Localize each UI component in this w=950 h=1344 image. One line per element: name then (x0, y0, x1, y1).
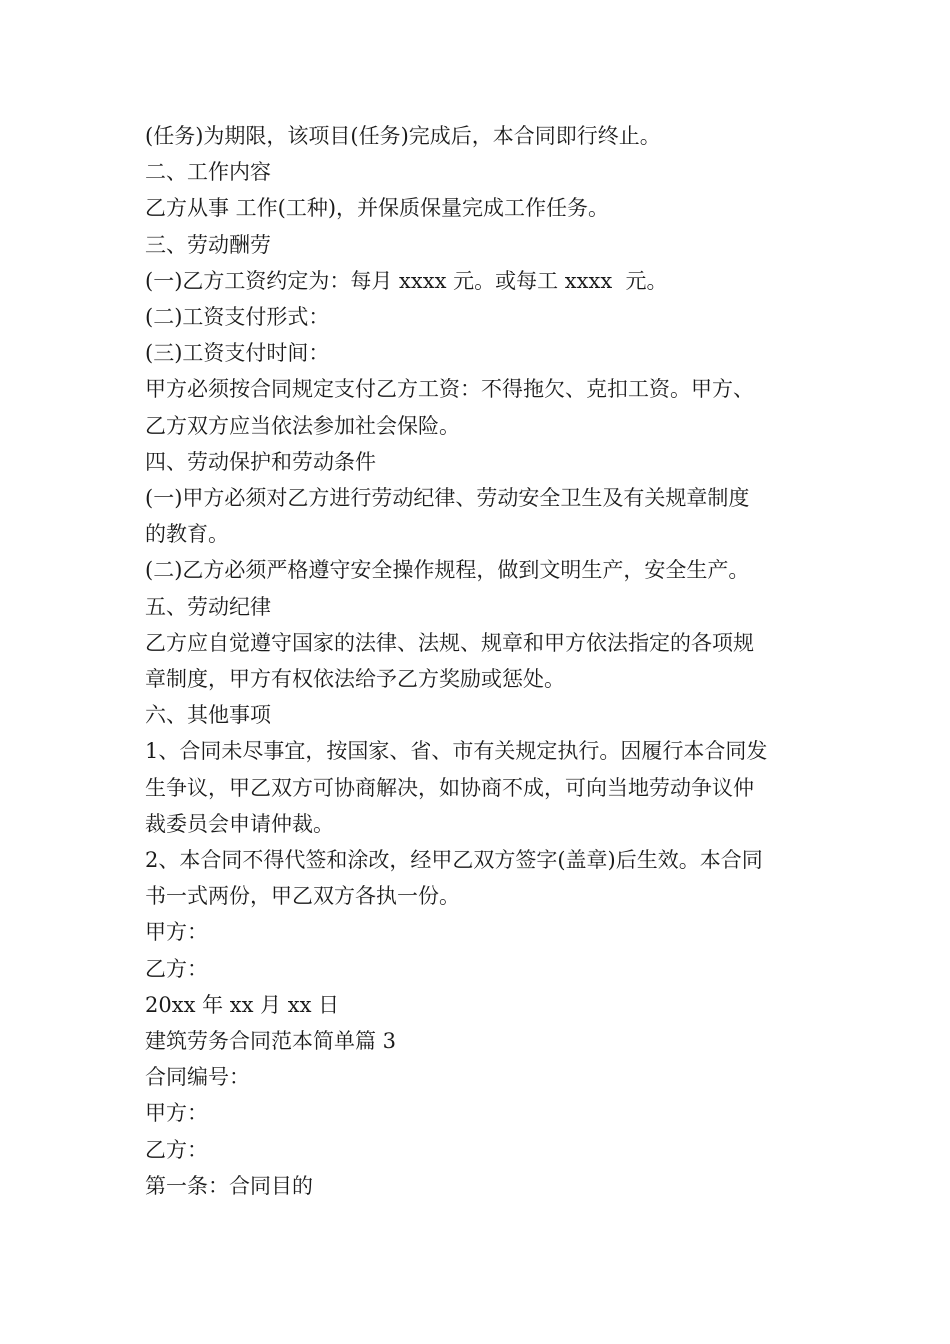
signature-party-b: 乙方： (145, 956, 208, 981)
paragraph-other-1-end: 裁委员会申请仲裁。 (145, 811, 334, 836)
signature-date: 20xx 年 xx 月 xx 日 (145, 992, 340, 1017)
paragraph-protection-education: (一)甲方必须对乙方进行劳动纪律、劳动安全卫生及有关规章制度 (145, 486, 750, 511)
article-one-heading: 第一条：合同目的 (145, 1173, 313, 1198)
party-a-label: 甲方： (145, 1101, 208, 1126)
paragraph-wage-obligation: 甲方必须按合同规定支付乙方工资：不得拖欠、克扣工资。甲方、 (145, 377, 754, 402)
signature-party-a: 甲方： (145, 920, 208, 945)
paragraph-other-1: 1、合同未尽事宜，按国家、省、市有关规定执行。因履行本合同发 (145, 739, 768, 764)
paragraph-safety-rules: (二)乙方必须严格遵守安全操作规程，做到文明生产，安全生产。 (145, 558, 750, 583)
paragraph-wage-time: (三)工资支付时间： (145, 341, 330, 366)
paragraph-protection-education-cont: 的教育。 (145, 522, 229, 547)
paragraph-wage-amount: (一)乙方工资约定为：每月 xxxx 元。或每工 xxxx 元。 (145, 268, 668, 293)
section-heading-remuneration: 三、劳动酬劳 (145, 232, 271, 257)
paragraph-wage-form: (二)工资支付形式： (145, 305, 330, 330)
section-heading-labor-protection: 四、劳动保护和劳动条件 (145, 449, 376, 474)
paragraph-discipline: 乙方应自觉遵守国家的法律、法规、规章和甲方依法指定的各项规 (145, 630, 754, 655)
paragraph-term-end: (任务)为期限，该项目(任务)完成后，本合同即行终止。 (145, 124, 661, 148)
paragraph-discipline-cont: 章制度，甲方有权依法给予乙方奖励或惩处。 (145, 667, 565, 692)
contract-title: 建筑劳务合同范本简单篇 3 (145, 1029, 397, 1054)
paragraph-other-2: 2、本合同不得代签和涂改，经甲乙双方签字(盖章)后生效。本合同 (145, 848, 763, 873)
paragraph-other-1-cont: 生争议，甲乙双方可协商解决，如协商不成，可向当地劳动争议仲 (145, 775, 754, 800)
document-body (145, 118, 810, 1204)
contract-number-label: 合同编号： (145, 1065, 250, 1090)
section-heading-other-matters: 六、其他事项 (145, 703, 271, 728)
paragraph-wage-obligation-cont: 乙方双方应当依法参加社会保险。 (145, 413, 460, 438)
paragraph-work-content: 乙方从事 工作(工种)，并保质保量完成工作任务。 (145, 196, 610, 221)
section-heading-discipline: 五、劳动纪律 (145, 594, 271, 619)
party-b-label: 乙方： (145, 1137, 208, 1162)
section-heading-work-content: 二、工作内容 (145, 160, 271, 185)
paragraph-other-2-cont: 书一式两份，甲乙双方各执一份。 (145, 884, 460, 909)
